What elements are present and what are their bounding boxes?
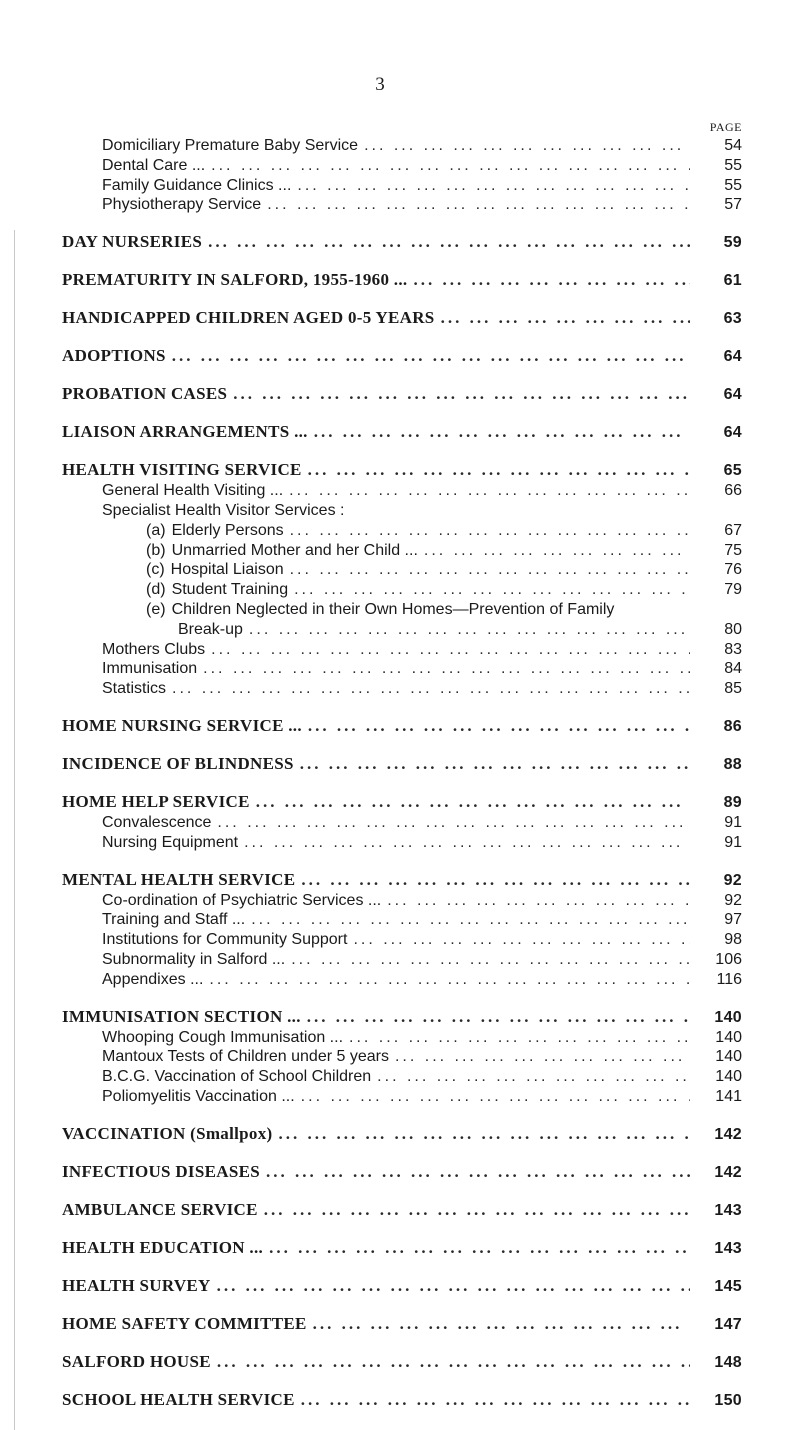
dot-leader <box>209 970 690 990</box>
toc-section <box>62 307 742 329</box>
dot-leader <box>289 481 690 501</box>
toc-entry-label <box>62 1275 211 1297</box>
toc-entry-text: Subnormality in Salford ... <box>102 950 286 968</box>
toc-entry-label <box>62 307 435 329</box>
toc-entry-label <box>102 1067 371 1087</box>
toc-heading-entry <box>62 1123 742 1145</box>
dot-leader <box>308 715 690 737</box>
toc-entry-text: SALFORD HOUSE <box>62 1351 211 1371</box>
dot-leader <box>297 176 690 196</box>
toc-entry-label <box>62 231 202 253</box>
toc-page-number: 63 <box>723 310 742 328</box>
toc-sub-entry <box>62 1047 742 1067</box>
toc-heading-entry <box>62 345 742 367</box>
dot-leader <box>353 930 690 950</box>
toc-entry-text: Dental Care ... <box>102 156 206 174</box>
toc-entry-label <box>146 580 288 600</box>
toc-heading-entry <box>62 1275 742 1297</box>
toc-page-number: 64 <box>723 424 742 442</box>
toc-page-number: 88 <box>723 755 742 773</box>
dot-leader <box>290 560 690 580</box>
toc-heading-entry <box>62 1199 742 1221</box>
toc-entry-label <box>62 345 166 367</box>
toc-section <box>62 136 742 215</box>
toc-sub-entry <box>62 501 742 521</box>
toc-section <box>62 715 742 737</box>
toc-entry-text: SCHOOL HEALTH SERVICE <box>62 1389 295 1409</box>
toc-entry-label <box>102 1047 389 1067</box>
dot-leader <box>395 1047 690 1067</box>
toc-entry-text: AMBULANCE SERVICE <box>62 1199 258 1219</box>
toc-heading-entry <box>62 1161 742 1183</box>
dot-leader <box>300 753 690 775</box>
toc-section <box>62 421 742 443</box>
toc-heading-entry <box>62 307 742 329</box>
toc-entry-text: Physiotherapy Service <box>102 196 262 214</box>
dot-leader <box>249 620 690 640</box>
toc-entry-text: Convalescence <box>102 813 212 831</box>
toc-entry-text: HEALTH SURVEY <box>62 1275 211 1295</box>
dot-leader <box>251 910 690 930</box>
toc-entry-label <box>146 541 418 561</box>
dot-leader <box>264 1199 690 1221</box>
toc-page-number: 61 <box>723 272 742 290</box>
toc-section <box>62 269 742 291</box>
toc-section <box>62 1351 742 1373</box>
toc-sub-entry <box>62 176 742 196</box>
toc-entry-text: Nursing Equipment <box>102 833 239 851</box>
toc-page-number: 91 <box>724 833 742 851</box>
toc-section <box>62 869 742 990</box>
toc-entry-label <box>102 679 166 699</box>
toc-entry-text: HOME SAFETY COMMITTEE <box>62 1313 307 1333</box>
toc-entry-text: General Health Visiting ... <box>102 482 284 500</box>
toc-sub-entry <box>62 1028 742 1048</box>
toc-section <box>62 459 742 699</box>
toc-page-number: 67 <box>724 521 742 539</box>
toc-heading-entry <box>62 231 742 253</box>
toc-entry-text: Break-up <box>178 620 243 638</box>
toc-page-number: 147 <box>714 1315 742 1333</box>
toc-entry-text: Hospital Liaison <box>170 561 284 579</box>
toc-entry-text: PROBATION CASES <box>62 384 228 404</box>
toc-entry-label <box>62 1237 263 1259</box>
toc-section <box>62 1275 742 1297</box>
toc-page-number: 89 <box>723 793 742 811</box>
toc-sub-entry <box>62 950 742 970</box>
toc-heading-entry <box>62 869 742 891</box>
toc-entry-label <box>62 1351 211 1373</box>
toc-sub-entry <box>62 620 742 640</box>
toc-entry-label <box>102 501 344 521</box>
toc-heading-entry <box>62 421 742 443</box>
toc-page-number: 148 <box>714 1353 742 1371</box>
toc-page-number: 64 <box>723 348 742 366</box>
dot-leader <box>387 891 690 911</box>
toc-entry-text: LIAISON ARRANGEMENTS ... <box>62 422 308 442</box>
toc-entry-label <box>62 869 295 891</box>
dot-leader <box>301 1389 690 1411</box>
toc-entry-label <box>102 910 245 930</box>
toc-page-number: 86 <box>723 717 742 735</box>
toc-entry-text: PREMATURITY IN SALFORD, 1955-1960 ... <box>62 270 408 290</box>
toc-entry-label <box>62 1161 260 1183</box>
toc-entry-label <box>62 791 250 813</box>
toc-page-number: 76 <box>724 561 742 579</box>
toc-entry-label <box>102 950 285 970</box>
toc-section <box>62 1123 742 1145</box>
toc-entry-text: Immunisation <box>102 660 198 678</box>
toc-entry-label <box>102 176 291 196</box>
toc-entry-label <box>62 753 294 775</box>
table-of-contents <box>62 136 742 1427</box>
dot-leader <box>256 791 690 813</box>
toc-section <box>62 753 742 775</box>
toc-page-number: 57 <box>724 196 742 214</box>
toc-entry-label <box>178 620 243 640</box>
toc-sub-entry <box>62 1067 742 1087</box>
toc-entry-text: IMMUNISATION SECTION ... <box>62 1006 301 1026</box>
toc-entry-text: ADOPTIONS <box>62 346 166 366</box>
toc-entry-label <box>62 1123 272 1145</box>
toc-entry-text: Unmarried Mother and her Child ... <box>171 541 418 559</box>
toc-entry-text: VACCINATION (Smallpox) <box>62 1123 273 1143</box>
toc-page-number: 142 <box>714 1163 742 1181</box>
toc-heading-entry <box>62 459 742 481</box>
dot-leader <box>267 195 690 215</box>
toc-entry-text: HEALTH VISITING SERVICE <box>62 460 302 480</box>
toc-page-number: 83 <box>724 640 742 658</box>
toc-entry-label <box>62 421 308 443</box>
toc-entry-label <box>102 1028 343 1048</box>
toc-page-number: 65 <box>723 462 742 480</box>
toc-heading-entry <box>62 383 742 405</box>
toc-entry-label <box>102 640 205 660</box>
toc-page-number: 97 <box>724 911 742 929</box>
toc-page-number: 143 <box>714 1201 742 1219</box>
toc-entry-text: HOME HELP SERVICE <box>62 791 250 811</box>
toc-page-number: 91 <box>724 813 742 831</box>
page-column-heading: PAGE <box>709 120 742 134</box>
toc-page-number: 79 <box>724 581 742 599</box>
toc-entry-text: HOME NURSING SERVICE ... <box>62 715 302 735</box>
toc-sub-entry <box>62 580 742 600</box>
toc-entry-text: Family Guidance Clinics ... <box>102 176 292 194</box>
toc-entry-letter: (a) <box>146 521 166 539</box>
toc-sub-entry <box>62 891 742 911</box>
toc-heading-entry <box>62 1389 742 1411</box>
toc-sub-entry <box>62 679 742 699</box>
toc-page-number: 55 <box>724 176 742 194</box>
toc-entry-label <box>62 715 302 737</box>
toc-sub-entry <box>62 560 742 580</box>
toc-section <box>62 1161 742 1183</box>
toc-entry-letter: (d) <box>146 581 166 599</box>
toc-entry-label <box>62 269 407 291</box>
dot-leader <box>291 950 690 970</box>
toc-entry-label <box>62 1389 295 1411</box>
toc-page-number: 140 <box>715 1028 742 1046</box>
toc-heading-entry <box>62 1351 742 1373</box>
toc-entry-text: DAY NURSERIES <box>62 232 203 252</box>
toc-section <box>62 231 742 253</box>
toc-entry-label <box>102 156 205 176</box>
toc-entry-label <box>146 600 614 620</box>
toc-sub-entry <box>62 910 742 930</box>
toc-page-number: 140 <box>715 1048 742 1066</box>
toc-page-number: 85 <box>724 680 742 698</box>
dot-leader <box>301 1087 690 1107</box>
toc-sub-entry <box>62 930 742 950</box>
dot-leader <box>266 1161 690 1183</box>
dot-leader <box>217 1275 690 1297</box>
toc-section <box>62 1006 742 1107</box>
toc-page-number: 66 <box>724 482 742 500</box>
toc-page-number: 59 <box>723 234 742 252</box>
toc-entry-letter: (e) <box>146 600 166 618</box>
dot-leader <box>172 345 690 367</box>
toc-entry-label <box>102 970 203 990</box>
toc-page-number: 145 <box>714 1277 742 1295</box>
toc-page-number: 92 <box>724 891 742 909</box>
dot-leader <box>301 869 690 891</box>
dot-leader <box>233 383 690 405</box>
toc-entry-label <box>102 891 381 911</box>
toc-section <box>62 1199 742 1221</box>
toc-heading-entry <box>62 269 742 291</box>
dot-leader <box>217 1351 690 1373</box>
toc-sub-entry <box>62 640 742 660</box>
dot-leader <box>244 833 690 853</box>
toc-entry-text: Student Training <box>171 581 289 599</box>
toc-entry-text: Specialist Health Visitor Services : <box>102 501 345 519</box>
toc-section <box>62 345 742 367</box>
toc-entry-text: Co-ordination of Psychiatric Services ... <box>102 891 382 909</box>
toc-entry-text: B.C.G. Vaccination of School Children <box>102 1068 372 1086</box>
toc-entry-text: Statistics <box>102 680 167 698</box>
toc-sub-entry <box>62 481 742 501</box>
toc-entry-text: Training and Staff ... <box>102 911 246 929</box>
toc-entry-text: Children Neglected in their Own Homes—Prevention of Family <box>171 600 615 618</box>
toc-entry-label <box>102 659 197 679</box>
toc-entry-text: INFECTIOUS DISEASES <box>62 1161 260 1181</box>
page-edge-line <box>14 230 15 1430</box>
toc-page-number: 141 <box>715 1087 742 1105</box>
dot-leader <box>424 541 690 561</box>
toc-heading-entry <box>62 1313 742 1335</box>
dot-leader <box>308 459 690 481</box>
toc-entry-text: HANDICAPPED CHILDREN AGED 0-5 YEARS <box>62 308 435 328</box>
toc-entry-label <box>62 1006 301 1028</box>
dot-leader <box>314 421 690 443</box>
toc-sub-entry <box>62 970 742 990</box>
toc-entry-label <box>62 383 227 405</box>
toc-page-number: 116 <box>716 970 742 988</box>
dot-leader <box>172 679 690 699</box>
dot-leader <box>413 269 690 291</box>
toc-page-number: 142 <box>714 1125 742 1143</box>
dot-leader <box>307 1006 690 1028</box>
toc-page-number: 140 <box>714 1008 742 1026</box>
toc-page-number: 80 <box>724 620 742 638</box>
toc-entry-label <box>146 521 284 541</box>
toc-entry-label <box>62 459 302 481</box>
toc-entry-text: Poliomyelitis Vaccination ... <box>102 1087 295 1105</box>
dot-leader <box>364 136 690 156</box>
toc-sub-entry <box>62 195 742 215</box>
toc-entry-letter: (b) <box>146 541 166 559</box>
toc-heading-entry <box>62 715 742 737</box>
toc-sub-entry <box>62 659 742 679</box>
toc-section <box>62 383 742 405</box>
toc-entry-label <box>102 481 283 501</box>
toc-page-number: 150 <box>714 1391 742 1409</box>
dot-leader <box>313 1313 690 1335</box>
dot-leader <box>211 640 690 660</box>
toc-sub-entry <box>62 600 742 620</box>
toc-page-number: 75 <box>724 541 742 559</box>
toc-page-number: 98 <box>724 931 742 949</box>
toc-section <box>62 1237 742 1259</box>
toc-entry-label <box>102 136 358 156</box>
toc-section <box>62 1313 742 1335</box>
dot-leader <box>217 813 690 833</box>
toc-entry-label <box>102 195 261 215</box>
toc-page-number: 106 <box>715 950 742 968</box>
toc-entry-text: Domiciliary Premature Baby Service <box>102 137 359 154</box>
toc-entry-label <box>62 1313 307 1335</box>
toc-section <box>62 1389 742 1411</box>
toc-entry-text: Mothers Clubs <box>102 640 206 658</box>
dot-leader <box>377 1067 690 1087</box>
toc-heading-entry <box>62 1237 742 1259</box>
dot-leader <box>349 1028 690 1048</box>
toc-page-number: 143 <box>714 1239 742 1257</box>
toc-sub-entry <box>62 136 742 156</box>
toc-section <box>62 791 742 853</box>
toc-page-number: 92 <box>723 871 742 889</box>
dot-leader <box>294 580 690 600</box>
toc-entry-text: Mantoux Tests of Children under 5 years <box>102 1048 389 1066</box>
toc-entry-letter: (c) <box>146 561 165 579</box>
toc-entry-text: INCIDENCE OF BLINDNESS <box>62 753 294 773</box>
toc-entry-text: HEALTH EDUCATION ... <box>62 1237 264 1257</box>
toc-entry-text: Appendixes ... <box>102 970 204 988</box>
dot-leader <box>269 1237 690 1259</box>
toc-heading-entry <box>62 791 742 813</box>
toc-heading-entry <box>62 753 742 775</box>
toc-entry-label <box>146 560 284 580</box>
toc-entry-label <box>102 930 347 950</box>
toc-page-number: 54 <box>724 137 742 154</box>
toc-sub-entry <box>62 833 742 853</box>
toc-entry-label <box>102 833 238 853</box>
dot-leader <box>278 1123 690 1145</box>
toc-entry-text: MENTAL HEALTH SERVICE <box>62 869 296 889</box>
toc-sub-entry <box>62 521 742 541</box>
toc-sub-entry <box>62 156 742 176</box>
toc-entry-label <box>102 813 211 833</box>
toc-page-number: 55 <box>724 156 742 174</box>
toc-entry-label <box>102 1087 295 1107</box>
dot-leader <box>290 521 690 541</box>
toc-entry-text: Institutions for Community Support <box>102 931 348 949</box>
toc-sub-entry <box>62 541 742 561</box>
page-number: 3 <box>375 74 385 95</box>
dot-leader <box>208 231 690 253</box>
toc-heading-entry <box>62 1006 742 1028</box>
dot-leader <box>203 659 690 679</box>
dot-leader <box>211 156 690 176</box>
toc-page-number: 64 <box>723 386 742 404</box>
toc-entry-text: Whooping Cough Immunisation ... <box>102 1028 344 1046</box>
dot-leader <box>441 307 690 329</box>
toc-page-number: 140 <box>715 1068 742 1086</box>
toc-entry-text: Elderly Persons <box>171 521 284 539</box>
toc-page-number: 84 <box>724 660 742 678</box>
toc-sub-entry <box>62 1087 742 1107</box>
toc-sub-entry <box>62 813 742 833</box>
toc-entry-label <box>62 1199 258 1221</box>
